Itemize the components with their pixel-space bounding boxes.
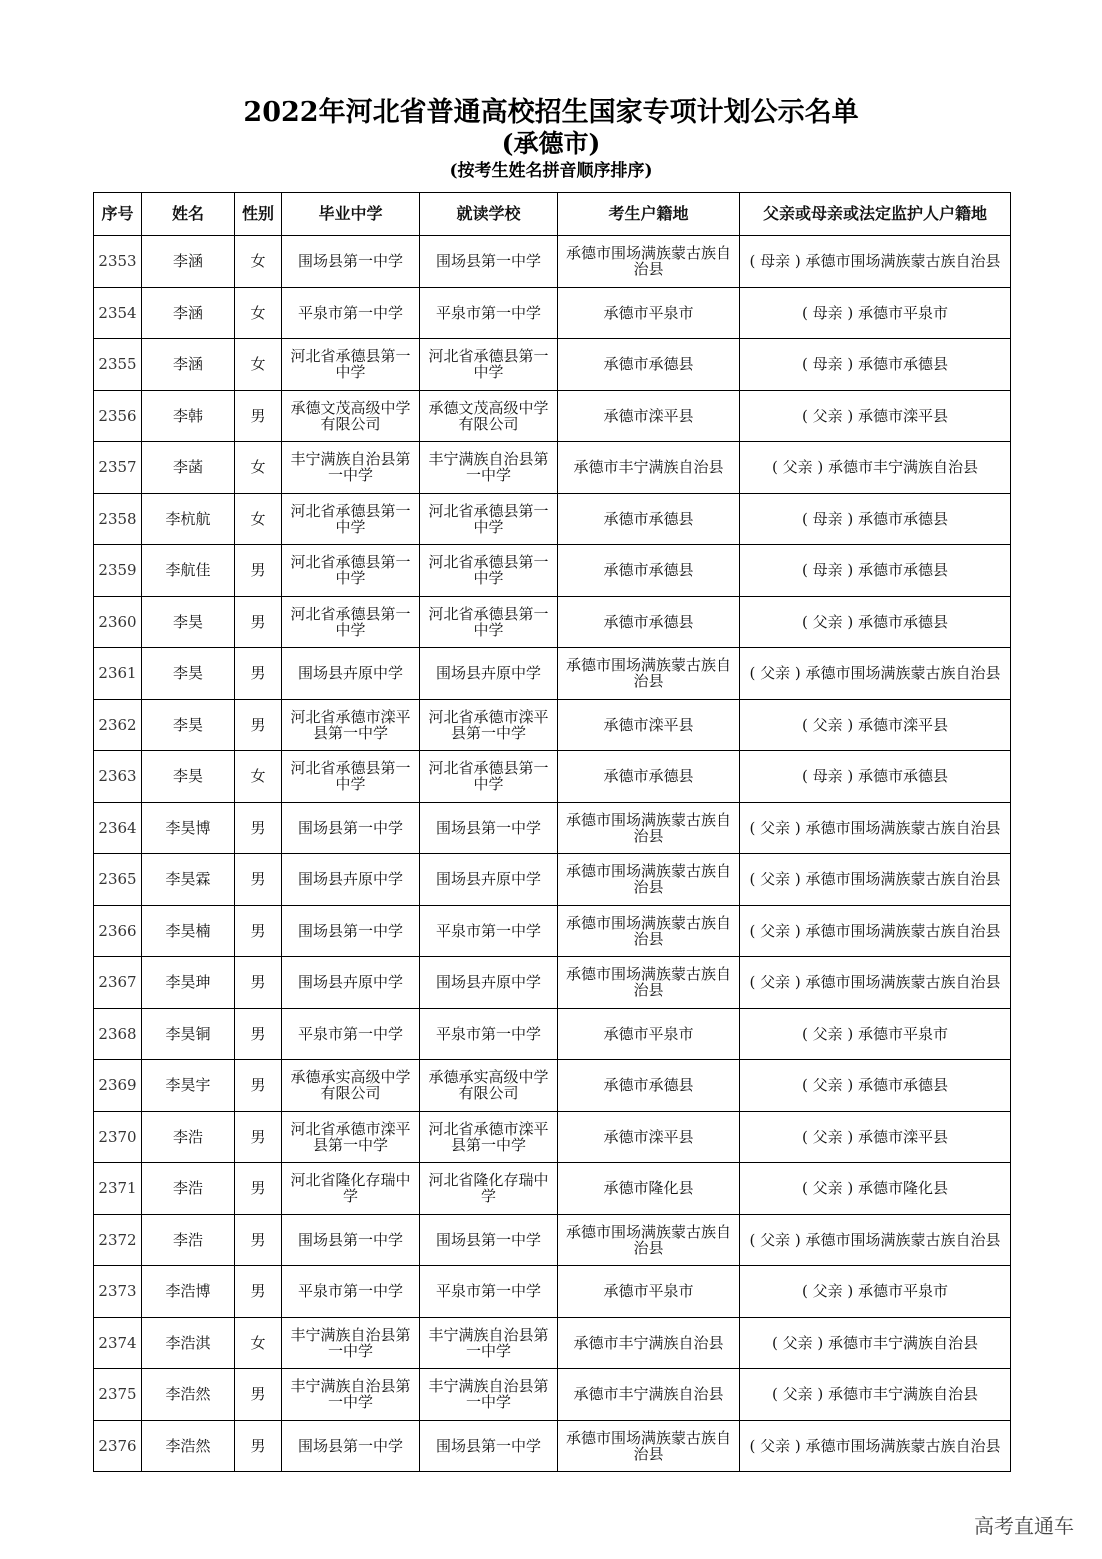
cell-name: 李菡 xyxy=(142,442,235,494)
cell-name: 李浩博 xyxy=(142,1266,235,1318)
cell-student-residence: 承德市承德县 xyxy=(558,339,740,391)
header-seq: 序号 xyxy=(94,193,142,236)
table-row xyxy=(94,699,1011,751)
table-row xyxy=(94,1420,1011,1472)
cell-name: 李昊楠 xyxy=(142,905,235,957)
cell-name: 李昊 xyxy=(142,596,235,648)
table-row xyxy=(94,854,1011,906)
cell-gender: 男 xyxy=(235,1163,282,1215)
cell-current-school: 承德文茂高级中学有限公司 xyxy=(420,390,558,442)
cell-graduated-school: 围场县第一中学 xyxy=(282,802,420,854)
cell-guardian-residence: ( 父亲 ) 承德市围场满族蒙古族自治县 xyxy=(740,802,1011,854)
cell-name: 李昊霖 xyxy=(142,854,235,906)
cell-guardian-residence: ( 父亲 ) 承德市围场满族蒙古族自治县 xyxy=(740,957,1011,1009)
watermark: 高考直通车 xyxy=(974,1514,1074,1538)
cell-graduated-school: 围场县第一中学 xyxy=(282,1214,420,1266)
cell-gender: 男 xyxy=(235,854,282,906)
cell-current-school: 丰宁满族自治县第一中学 xyxy=(420,1369,558,1421)
cell-student-residence: 承德市平泉市 xyxy=(558,287,740,339)
table-row xyxy=(94,596,1011,648)
cell-current-school: 平泉市第一中学 xyxy=(420,1008,558,1060)
cell-student-residence: 承德市平泉市 xyxy=(558,1266,740,1318)
cell-graduated-school: 河北省承德市滦平县第一中学 xyxy=(282,1111,420,1163)
table-row xyxy=(94,390,1011,442)
cell-seq: 2368 xyxy=(94,1008,142,1060)
cell-seq: 2365 xyxy=(94,854,142,906)
cell-guardian-residence: ( 父亲 ) 承德市滦平县 xyxy=(740,1111,1011,1163)
cell-graduated-school: 河北省承德县第一中学 xyxy=(282,545,420,597)
cell-graduated-school: 河北省承德县第一中学 xyxy=(282,596,420,648)
cell-seq: 2369 xyxy=(94,1060,142,1112)
cell-current-school: 丰宁满族自治县第一中学 xyxy=(420,1317,558,1369)
table-row xyxy=(94,802,1011,854)
cell-seq: 2361 xyxy=(94,648,142,700)
table-row xyxy=(94,957,1011,1009)
cell-guardian-residence: ( 父亲 ) 承德市承德县 xyxy=(740,1060,1011,1112)
cell-name: 李昊 xyxy=(142,648,235,700)
cell-gender: 女 xyxy=(235,442,282,494)
cell-graduated-school: 平泉市第一中学 xyxy=(282,1266,420,1318)
cell-guardian-residence: ( 父亲 ) 承德市承德县 xyxy=(740,596,1011,648)
cell-guardian-residence: ( 母亲 ) 承德市承德县 xyxy=(740,751,1011,803)
cell-seq: 2367 xyxy=(94,957,142,1009)
table-row xyxy=(94,1163,1011,1215)
cell-student-residence: 承德市承德县 xyxy=(558,545,740,597)
cell-gender: 男 xyxy=(235,1111,282,1163)
cell-seq: 2375 xyxy=(94,1369,142,1421)
cell-guardian-residence: ( 父亲 ) 承德市滦平县 xyxy=(740,699,1011,751)
cell-gender: 男 xyxy=(235,802,282,854)
cell-student-residence: 承德市丰宁满族自治县 xyxy=(558,1369,740,1421)
cell-gender: 男 xyxy=(235,1420,282,1472)
cell-guardian-residence: ( 父亲 ) 承德市丰宁满族自治县 xyxy=(740,1369,1011,1421)
cell-guardian-residence: ( 父亲 ) 承德市围场满族蒙古族自治县 xyxy=(740,1214,1011,1266)
cell-gender: 男 xyxy=(235,1060,282,1112)
cell-seq: 2359 xyxy=(94,545,142,597)
cell-student-residence: 承德市隆化县 xyxy=(558,1163,740,1215)
cell-name: 李浩 xyxy=(142,1163,235,1215)
cell-current-school: 河北省承德市滦平县第一中学 xyxy=(420,699,558,751)
cell-graduated-school: 河北省承德市滦平县第一中学 xyxy=(282,699,420,751)
cell-student-residence: 承德市丰宁满族自治县 xyxy=(558,442,740,494)
cell-student-residence: 承德市承德县 xyxy=(558,1060,740,1112)
cell-current-school: 围场县第一中学 xyxy=(420,802,558,854)
document-title: 2022年河北省普通高校招生国家专项计划公示名单 xyxy=(243,97,859,128)
cell-guardian-residence: ( 父亲 ) 承德市隆化县 xyxy=(740,1163,1011,1215)
cell-gender: 男 xyxy=(235,1008,282,1060)
cell-name: 李涵 xyxy=(142,287,235,339)
cell-graduated-school: 丰宁满族自治县第一中学 xyxy=(282,1369,420,1421)
cell-current-school: 围场县卉原中学 xyxy=(420,648,558,700)
cell-student-residence: 承德市滦平县 xyxy=(558,390,740,442)
cell-current-school: 平泉市第一中学 xyxy=(420,1266,558,1318)
table-row xyxy=(94,1008,1011,1060)
cell-current-school: 丰宁满族自治县第一中学 xyxy=(420,442,558,494)
cell-student-residence: 承德市围场满族蒙古族自治县 xyxy=(558,1214,740,1266)
cell-student-residence: 承德市围场满族蒙古族自治县 xyxy=(558,648,740,700)
table-row xyxy=(94,339,1011,391)
cell-guardian-residence: ( 母亲 ) 承德市围场满族蒙古族自治县 xyxy=(740,236,1011,288)
cell-student-residence: 承德市承德县 xyxy=(558,493,740,545)
table-row xyxy=(94,1214,1011,1266)
cell-current-school: 围场县卉原中学 xyxy=(420,854,558,906)
cell-gender: 女 xyxy=(235,493,282,545)
cell-guardian-residence: ( 父亲 ) 承德市围场满族蒙古族自治县 xyxy=(740,854,1011,906)
table-row xyxy=(94,287,1011,339)
cell-graduated-school: 河北省承德县第一中学 xyxy=(282,493,420,545)
cell-current-school: 河北省承德县第一中学 xyxy=(420,596,558,648)
cell-guardian-residence: ( 父亲 ) 承德市丰宁满族自治县 xyxy=(740,442,1011,494)
cell-current-school: 河北省承德县第一中学 xyxy=(420,339,558,391)
cell-graduated-school: 承德承实高级中学有限公司 xyxy=(282,1060,420,1112)
cell-name: 李浩然 xyxy=(142,1369,235,1421)
cell-graduated-school: 丰宁满族自治县第一中学 xyxy=(282,442,420,494)
cell-student-residence: 承德市围场满族蒙古族自治县 xyxy=(558,957,740,1009)
cell-seq: 2357 xyxy=(94,442,142,494)
cell-seq: 2355 xyxy=(94,339,142,391)
cell-gender: 男 xyxy=(235,596,282,648)
cell-seq: 2376 xyxy=(94,1420,142,1472)
cell-seq: 2353 xyxy=(94,236,142,288)
cell-student-residence: 承德市承德县 xyxy=(558,751,740,803)
cell-name: 李涵 xyxy=(142,236,235,288)
cell-guardian-residence: ( 父亲 ) 承德市丰宁满族自治县 xyxy=(740,1317,1011,1369)
cell-graduated-school: 河北省承德县第一中学 xyxy=(282,339,420,391)
cell-seq: 2366 xyxy=(94,905,142,957)
cell-seq: 2363 xyxy=(94,751,142,803)
table-row xyxy=(94,1317,1011,1369)
table-body xyxy=(94,236,1011,1472)
header-current-school: 就读学校 xyxy=(420,193,558,236)
cell-name: 李浩淇 xyxy=(142,1317,235,1369)
table-row xyxy=(94,493,1011,545)
cell-gender: 男 xyxy=(235,648,282,700)
cell-name: 李杭航 xyxy=(142,493,235,545)
cell-seq: 2356 xyxy=(94,390,142,442)
cell-student-residence: 承德市围场满族蒙古族自治县 xyxy=(558,905,740,957)
cell-graduated-school: 平泉市第一中学 xyxy=(282,1008,420,1060)
cell-current-school: 围场县第一中学 xyxy=(420,1214,558,1266)
cell-name: 李昊 xyxy=(142,699,235,751)
cell-current-school: 围场县第一中学 xyxy=(420,236,558,288)
cell-seq: 2360 xyxy=(94,596,142,648)
cell-guardian-residence: ( 母亲 ) 承德市承德县 xyxy=(740,339,1011,391)
cell-gender: 女 xyxy=(235,339,282,391)
cell-graduated-school: 围场县第一中学 xyxy=(282,1420,420,1472)
cell-student-residence: 承德市围场满族蒙古族自治县 xyxy=(558,1420,740,1472)
cell-graduated-school: 承德文茂高级中学有限公司 xyxy=(282,390,420,442)
cell-gender: 女 xyxy=(235,751,282,803)
cell-gender: 男 xyxy=(235,699,282,751)
cell-guardian-residence: ( 父亲 ) 承德市滦平县 xyxy=(740,390,1011,442)
cell-student-residence: 承德市围场满族蒙古族自治县 xyxy=(558,802,740,854)
table-row xyxy=(94,648,1011,700)
cell-name: 李昊铜 xyxy=(142,1008,235,1060)
cell-gender: 男 xyxy=(235,1369,282,1421)
table-row xyxy=(94,545,1011,597)
cell-graduated-school: 河北省隆化存瑞中学 xyxy=(282,1163,420,1215)
cell-name: 李浩然 xyxy=(142,1420,235,1472)
cell-current-school: 围场县卉原中学 xyxy=(420,957,558,1009)
table-row xyxy=(94,1266,1011,1318)
cell-graduated-school: 平泉市第一中学 xyxy=(282,287,420,339)
cell-current-school: 承德承实高级中学有限公司 xyxy=(420,1060,558,1112)
cell-guardian-residence: ( 母亲 ) 承德市承德县 xyxy=(740,545,1011,597)
table-row xyxy=(94,905,1011,957)
cell-graduated-school: 围场县第一中学 xyxy=(282,905,420,957)
cell-seq: 2374 xyxy=(94,1317,142,1369)
table-row xyxy=(94,236,1011,288)
cell-name: 李昊宇 xyxy=(142,1060,235,1112)
cell-guardian-residence: ( 父亲 ) 承德市平泉市 xyxy=(740,1008,1011,1060)
cell-seq: 2372 xyxy=(94,1214,142,1266)
cell-name: 李浩 xyxy=(142,1214,235,1266)
document-subtitle-city: (承德市) xyxy=(501,129,601,158)
cell-graduated-school: 围场县卉原中学 xyxy=(282,957,420,1009)
cell-current-school: 河北省承德县第一中学 xyxy=(420,751,558,803)
cell-gender: 女 xyxy=(235,236,282,288)
table-row xyxy=(94,1111,1011,1163)
cell-name: 李航佳 xyxy=(142,545,235,597)
cell-seq: 2364 xyxy=(94,802,142,854)
cell-graduated-school: 河北省承德县第一中学 xyxy=(282,751,420,803)
cell-student-residence: 承德市滦平县 xyxy=(558,699,740,751)
cell-graduated-school: 围场县第一中学 xyxy=(282,236,420,288)
cell-current-school: 平泉市第一中学 xyxy=(420,287,558,339)
cell-gender: 女 xyxy=(235,287,282,339)
cell-name: 李浩 xyxy=(142,1111,235,1163)
document-sort-note: (按考生姓名拼音顺序排序) xyxy=(449,161,653,181)
cell-guardian-residence: ( 父亲 ) 承德市平泉市 xyxy=(740,1266,1011,1318)
cell-student-residence: 承德市围场满族蒙古族自治县 xyxy=(558,854,740,906)
cell-gender: 女 xyxy=(235,1317,282,1369)
cell-name: 李昊珅 xyxy=(142,957,235,1009)
cell-guardian-residence: ( 父亲 ) 承德市围场满族蒙古族自治县 xyxy=(740,648,1011,700)
cell-graduated-school: 丰宁满族自治县第一中学 xyxy=(282,1317,420,1369)
header-student-residence: 考生户籍地 xyxy=(558,193,740,236)
header-guardian-residence: 父亲或母亲或法定监护人户籍地 xyxy=(740,193,1011,236)
cell-current-school: 平泉市第一中学 xyxy=(420,905,558,957)
cell-seq: 2371 xyxy=(94,1163,142,1215)
header-gender: 性别 xyxy=(235,193,282,236)
cell-gender: 男 xyxy=(235,390,282,442)
table-row xyxy=(94,751,1011,803)
cell-student-residence: 承德市丰宁满族自治县 xyxy=(558,1317,740,1369)
table-header-row xyxy=(94,193,1011,236)
cell-name: 李昊博 xyxy=(142,802,235,854)
cell-seq: 2358 xyxy=(94,493,142,545)
cell-guardian-residence: ( 母亲 ) 承德市平泉市 xyxy=(740,287,1011,339)
cell-student-residence: 承德市平泉市 xyxy=(558,1008,740,1060)
header-graduated-school: 毕业中学 xyxy=(282,193,420,236)
cell-name: 李韩 xyxy=(142,390,235,442)
roster-table xyxy=(93,192,1011,1472)
cell-name: 李昊 xyxy=(142,751,235,803)
cell-current-school: 河北省承德市滦平县第一中学 xyxy=(420,1111,558,1163)
cell-student-residence: 承德市滦平县 xyxy=(558,1111,740,1163)
cell-current-school: 河北省承德县第一中学 xyxy=(420,545,558,597)
cell-gender: 男 xyxy=(235,957,282,1009)
table-row xyxy=(94,442,1011,494)
table-row xyxy=(94,1060,1011,1112)
cell-student-residence: 承德市承德县 xyxy=(558,596,740,648)
cell-seq: 2373 xyxy=(94,1266,142,1318)
cell-seq: 2354 xyxy=(94,287,142,339)
table-row xyxy=(94,1369,1011,1421)
cell-current-school: 围场县第一中学 xyxy=(420,1420,558,1472)
header-name: 姓名 xyxy=(142,193,235,236)
cell-student-residence: 承德市围场满族蒙古族自治县 xyxy=(558,236,740,288)
cell-graduated-school: 围场县卉原中学 xyxy=(282,854,420,906)
cell-guardian-residence: ( 父亲 ) 承德市围场满族蒙古族自治县 xyxy=(740,1420,1011,1472)
cell-seq: 2362 xyxy=(94,699,142,751)
cell-name: 李涵 xyxy=(142,339,235,391)
cell-current-school: 河北省承德县第一中学 xyxy=(420,493,558,545)
cell-seq: 2370 xyxy=(94,1111,142,1163)
cell-guardian-residence: ( 母亲 ) 承德市承德县 xyxy=(740,493,1011,545)
cell-gender: 男 xyxy=(235,545,282,597)
cell-gender: 男 xyxy=(235,1214,282,1266)
cell-gender: 男 xyxy=(235,905,282,957)
cell-gender: 男 xyxy=(235,1266,282,1318)
cell-graduated-school: 围场县卉原中学 xyxy=(282,648,420,700)
cell-current-school: 河北省隆化存瑞中学 xyxy=(420,1163,558,1215)
cell-guardian-residence: ( 父亲 ) 承德市围场满族蒙古族自治县 xyxy=(740,905,1011,957)
